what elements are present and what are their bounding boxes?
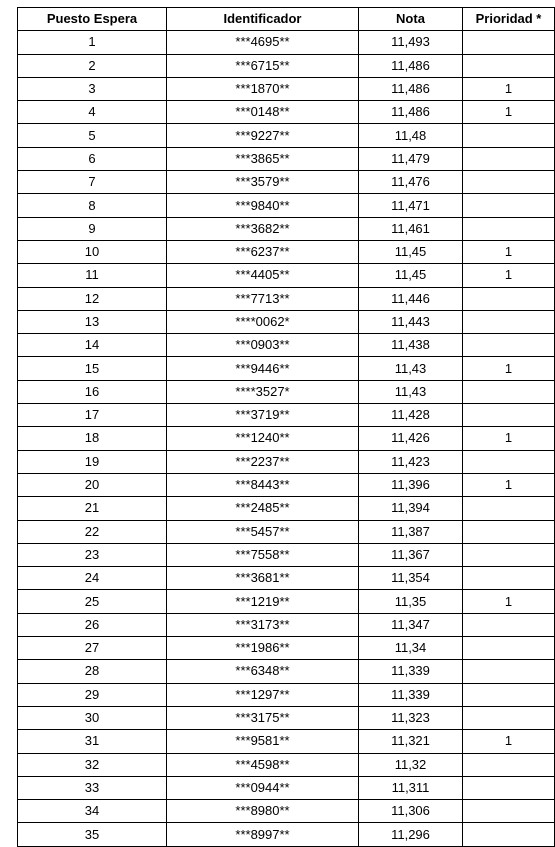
cell-nota: 11,438: [359, 334, 463, 357]
cell-identificador: ***0148**: [167, 101, 359, 124]
cell-identificador: ***9227**: [167, 124, 359, 147]
cell-identificador: ***8443**: [167, 473, 359, 496]
table-row: [18, 194, 555, 217]
cell-nota: 11,387: [359, 520, 463, 543]
cell-identificador: ***4405**: [167, 264, 359, 287]
cell-prioridad: 1: [463, 473, 555, 496]
cell-puesto: 34: [18, 800, 167, 823]
cell-nota: 11,493: [359, 31, 463, 54]
cell-nota: 11,43: [359, 380, 463, 403]
cell-nota: 11,321: [359, 730, 463, 753]
cell-identificador: ***9581**: [167, 730, 359, 753]
cell-puesto: 20: [18, 473, 167, 496]
cell-identificador: ***3175**: [167, 706, 359, 729]
table-row: [18, 171, 555, 194]
table-row: [18, 567, 555, 590]
cell-prioridad: [463, 450, 555, 473]
table-row: [18, 823, 555, 846]
cell-prioridad: 1: [463, 264, 555, 287]
cell-puesto: 13: [18, 310, 167, 333]
cell-prioridad: [463, 334, 555, 357]
cell-prioridad: 1: [463, 590, 555, 613]
cell-prioridad: [463, 800, 555, 823]
cell-identificador: ***3865**: [167, 147, 359, 170]
cell-prioridad: [463, 124, 555, 147]
cell-identificador: ***8997**: [167, 823, 359, 846]
cell-nota: 11,476: [359, 171, 463, 194]
cell-identificador: ***3682**: [167, 217, 359, 240]
cell-prioridad: 1: [463, 240, 555, 263]
cell-puesto: 16: [18, 380, 167, 403]
cell-puesto: 27: [18, 637, 167, 660]
cell-prioridad: [463, 147, 555, 170]
cell-identificador: ***7713**: [167, 287, 359, 310]
cell-puesto: 2: [18, 54, 167, 77]
cell-identificador: ***3579**: [167, 171, 359, 194]
cell-identificador: ***2237**: [167, 450, 359, 473]
cell-prioridad: [463, 567, 555, 590]
table-body: [18, 31, 555, 846]
cell-puesto: 9: [18, 217, 167, 240]
cell-nota: 11,486: [359, 77, 463, 100]
cell-identificador: ***0903**: [167, 334, 359, 357]
cell-identificador: ***6348**: [167, 660, 359, 683]
cell-identificador: ***4598**: [167, 753, 359, 776]
table-header: [18, 8, 555, 31]
cell-puesto: 19: [18, 450, 167, 473]
cell-prioridad: [463, 823, 555, 846]
table-row: [18, 590, 555, 613]
cell-identificador: ****0062*: [167, 310, 359, 333]
cell-puesto: 3: [18, 77, 167, 100]
cell-nota: 11,306: [359, 800, 463, 823]
table-row: [18, 101, 555, 124]
cell-puesto: 14: [18, 334, 167, 357]
cell-identificador: ***5457**: [167, 520, 359, 543]
header-nota: Nota: [359, 8, 463, 31]
table-row: [18, 357, 555, 380]
cell-nota: 11,34: [359, 637, 463, 660]
cell-puesto: 21: [18, 497, 167, 520]
cell-puesto: 29: [18, 683, 167, 706]
cell-nota: 11,339: [359, 683, 463, 706]
cell-prioridad: [463, 683, 555, 706]
cell-prioridad: [463, 753, 555, 776]
cell-puesto: 32: [18, 753, 167, 776]
cell-puesto: 10: [18, 240, 167, 263]
cell-nota: 11,428: [359, 404, 463, 427]
cell-puesto: 22: [18, 520, 167, 543]
cell-prioridad: [463, 613, 555, 636]
table-row: [18, 637, 555, 660]
cell-identificador: ***8980**: [167, 800, 359, 823]
table-row: [18, 776, 555, 799]
header-prioridad: Prioridad *: [463, 8, 555, 31]
cell-nota: 11,486: [359, 101, 463, 124]
cell-prioridad: [463, 660, 555, 683]
table-row: [18, 800, 555, 823]
table-row: [18, 287, 555, 310]
cell-nota: 11,296: [359, 823, 463, 846]
table-row: [18, 753, 555, 776]
cell-nota: 11,45: [359, 264, 463, 287]
cell-nota: 11,423: [359, 450, 463, 473]
cell-prioridad: [463, 194, 555, 217]
cell-puesto: 1: [18, 31, 167, 54]
cell-puesto: 33: [18, 776, 167, 799]
cell-prioridad: [463, 497, 555, 520]
cell-identificador: ***3719**: [167, 404, 359, 427]
table-row: [18, 520, 555, 543]
waiting-list-table: [17, 7, 555, 847]
cell-nota: 11,48: [359, 124, 463, 147]
table-row: [18, 683, 555, 706]
cell-prioridad: [463, 54, 555, 77]
cell-prioridad: [463, 380, 555, 403]
cell-nota: 11,354: [359, 567, 463, 590]
table-row: [18, 706, 555, 729]
table-row: [18, 54, 555, 77]
table-row: [18, 497, 555, 520]
table-row: [18, 334, 555, 357]
cell-identificador: ***6715**: [167, 54, 359, 77]
cell-prioridad: [463, 520, 555, 543]
cell-nota: 11,486: [359, 54, 463, 77]
cell-nota: 11,339: [359, 660, 463, 683]
cell-puesto: 11: [18, 264, 167, 287]
cell-identificador: ***7558**: [167, 543, 359, 566]
header-puesto-espera: Puesto Espera: [18, 8, 167, 31]
cell-identificador: ***1870**: [167, 77, 359, 100]
cell-prioridad: [463, 637, 555, 660]
header-identificador: Identificador: [167, 8, 359, 31]
cell-puesto: 15: [18, 357, 167, 380]
table-row: [18, 264, 555, 287]
table-row: [18, 543, 555, 566]
table-row: [18, 310, 555, 333]
cell-nota: 11,461: [359, 217, 463, 240]
cell-prioridad: 1: [463, 101, 555, 124]
cell-prioridad: 1: [463, 77, 555, 100]
cell-nota: 11,43: [359, 357, 463, 380]
cell-puesto: 18: [18, 427, 167, 450]
table-row: [18, 404, 555, 427]
cell-identificador: ***1986**: [167, 637, 359, 660]
cell-puesto: 30: [18, 706, 167, 729]
cell-puesto: 25: [18, 590, 167, 613]
cell-identificador: ***9446**: [167, 357, 359, 380]
table-row: [18, 613, 555, 636]
table-row: [18, 124, 555, 147]
cell-nota: 11,394: [359, 497, 463, 520]
cell-nota: 11,35: [359, 590, 463, 613]
cell-prioridad: [463, 706, 555, 729]
cell-identificador: ***1240**: [167, 427, 359, 450]
cell-identificador: ***3173**: [167, 613, 359, 636]
cell-nota: 11,311: [359, 776, 463, 799]
table-row: [18, 240, 555, 263]
cell-identificador: ***2485**: [167, 497, 359, 520]
cell-prioridad: [463, 171, 555, 194]
cell-nota: 11,347: [359, 613, 463, 636]
table-row: [18, 660, 555, 683]
cell-identificador: ***4695**: [167, 31, 359, 54]
cell-prioridad: 1: [463, 427, 555, 450]
cell-puesto: 7: [18, 171, 167, 194]
cell-identificador: ***1219**: [167, 590, 359, 613]
cell-puesto: 4: [18, 101, 167, 124]
cell-nota: 11,443: [359, 310, 463, 333]
cell-prioridad: [463, 776, 555, 799]
cell-nota: 11,479: [359, 147, 463, 170]
cell-nota: 11,471: [359, 194, 463, 217]
cell-nota: 11,367: [359, 543, 463, 566]
cell-prioridad: [463, 404, 555, 427]
cell-nota: 11,323: [359, 706, 463, 729]
cell-identificador: ***1297**: [167, 683, 359, 706]
table-row: [18, 380, 555, 403]
cell-prioridad: [463, 543, 555, 566]
table-row: [18, 450, 555, 473]
cell-prioridad: [463, 287, 555, 310]
cell-puesto: 17: [18, 404, 167, 427]
cell-puesto: 5: [18, 124, 167, 147]
cell-identificador: ***3681**: [167, 567, 359, 590]
cell-puesto: 8: [18, 194, 167, 217]
table-row: [18, 473, 555, 496]
cell-puesto: 24: [18, 567, 167, 590]
cell-puesto: 23: [18, 543, 167, 566]
cell-prioridad: 1: [463, 357, 555, 380]
header-row: [18, 8, 555, 31]
cell-puesto: 6: [18, 147, 167, 170]
table-row: [18, 217, 555, 240]
table-row: [18, 427, 555, 450]
table-row: [18, 77, 555, 100]
cell-puesto: 28: [18, 660, 167, 683]
cell-nota: 11,396: [359, 473, 463, 496]
cell-prioridad: [463, 217, 555, 240]
cell-nota: 11,45: [359, 240, 463, 263]
cell-nota: 11,426: [359, 427, 463, 450]
cell-identificador: ****3527*: [167, 380, 359, 403]
cell-identificador: ***9840**: [167, 194, 359, 217]
cell-prioridad: [463, 310, 555, 333]
table-row: [18, 730, 555, 753]
cell-nota: 11,32: [359, 753, 463, 776]
cell-puesto: 12: [18, 287, 167, 310]
cell-prioridad: 1: [463, 730, 555, 753]
cell-nota: 11,446: [359, 287, 463, 310]
cell-puesto: 35: [18, 823, 167, 846]
cell-identificador: ***0944**: [167, 776, 359, 799]
cell-puesto: 31: [18, 730, 167, 753]
table-row: [18, 147, 555, 170]
table-row: [18, 31, 555, 54]
cell-identificador: ***6237**: [167, 240, 359, 263]
cell-prioridad: [463, 31, 555, 54]
cell-puesto: 26: [18, 613, 167, 636]
